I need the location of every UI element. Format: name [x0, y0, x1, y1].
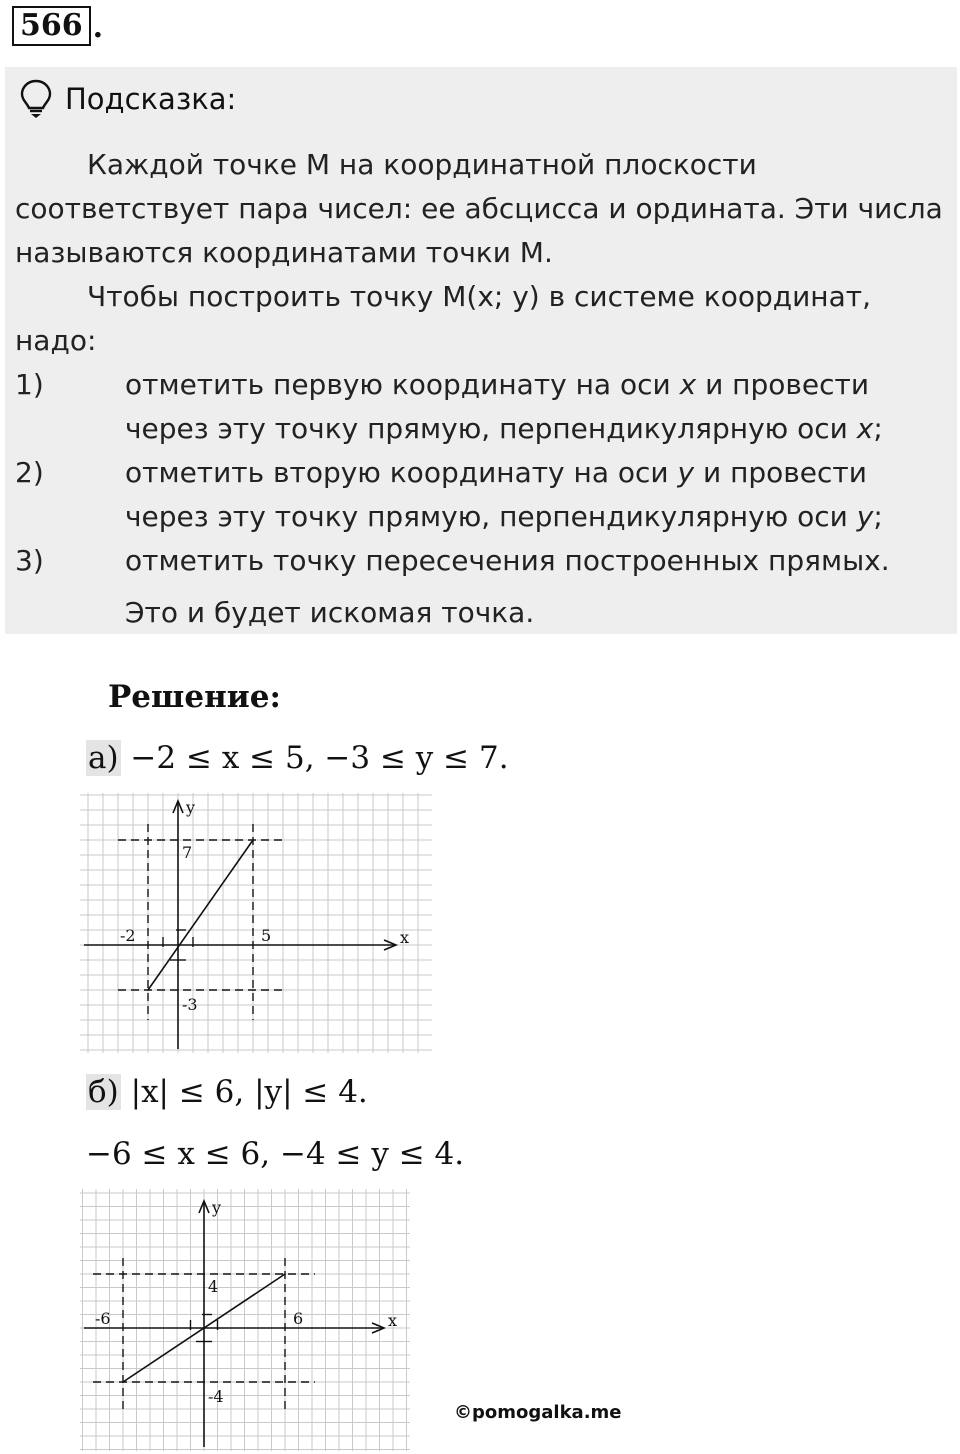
task-number-dot: .	[92, 10, 104, 45]
hint-text	[15, 143, 945, 635]
y-axis-label: y	[212, 1198, 222, 1217]
step-text	[125, 451, 945, 539]
hint-header	[19, 79, 236, 119]
graph-a	[80, 793, 432, 1053]
step-text-part: ;	[873, 500, 883, 533]
copyright: ©pomogalka.me	[454, 1402, 622, 1423]
part-b-expanded: −6 ≤ x ≤ 6, −4 ≤ y ≤ 4.	[86, 1136, 465, 1172]
hint-paragraph-1-first-line: Каждой точке М на координатной плоскости	[87, 148, 757, 181]
step-text-part: отметить вторую координату на оси	[125, 456, 678, 489]
step-text-part: отметить первую координату на оси	[125, 368, 680, 401]
graph-b	[80, 1189, 410, 1451]
x-axis-label: x	[400, 928, 410, 947]
y-axis-label: y	[186, 798, 196, 817]
y-max-label: 4	[208, 1277, 219, 1296]
step-number: 3)	[15, 544, 44, 577]
step-variable: x	[856, 412, 874, 445]
hint-box	[5, 67, 957, 634]
step-number: 2)	[15, 456, 44, 489]
step-variable: x	[679, 368, 697, 401]
step-number: 1)	[15, 368, 44, 401]
task-number-box: 566	[12, 6, 91, 46]
step-variable: y	[677, 456, 695, 489]
part-a-label: а)	[88, 740, 119, 776]
y-min-label: -4	[208, 1387, 224, 1406]
hint-step-3	[15, 539, 945, 583]
hint-paragraph-2: надо:	[15, 324, 97, 357]
hint-step-1	[15, 363, 945, 451]
step-text-part: ;	[873, 412, 883, 445]
part-b-expression: |x| ≤ 6, |y| ≤ 4.	[120, 1074, 368, 1110]
x-max-label: 6	[293, 1309, 304, 1328]
step-text	[125, 363, 945, 451]
lightbulb-icon	[19, 79, 53, 119]
x-axis-label: x	[388, 1311, 398, 1330]
step-text: отметить точку пересечения построенных прямых.	[125, 544, 890, 577]
part-b-label: б)	[88, 1074, 119, 1110]
step-variable: y	[856, 500, 874, 533]
solution-title: Решение:	[108, 679, 281, 715]
hint-paragraph-2-first-line: Чтобы построить точку М(x; y) в системе координат,	[87, 280, 871, 313]
task-number	[12, 6, 103, 46]
hint-title: Подсказка:	[65, 82, 237, 116]
hint-paragraph-1: соответствует пара чисел: ее абсцисса и ордината. Эти числа называются координатами точки М.	[15, 192, 943, 269]
hint-step-2	[15, 451, 945, 539]
y-min-label: -3	[182, 995, 198, 1014]
part-b-condition	[86, 1074, 368, 1110]
part-a-condition	[86, 740, 509, 776]
part-a-expression: −2 ≤ x ≤ 5, −3 ≤ y ≤ 7.	[120, 740, 509, 776]
hint-conclusion: Это и будет искомая точка.	[125, 596, 535, 629]
x-min-label: -6	[95, 1309, 111, 1328]
x-max-label: 5	[261, 926, 272, 945]
x-min-label: -2	[120, 926, 136, 945]
step-text-part: и провести через эту точку прямую, перпендикулярную оси	[125, 368, 870, 445]
y-max-label: 7	[182, 843, 193, 862]
step-text-part: и провести через эту точку прямую, перпендикулярную оси	[125, 456, 867, 533]
